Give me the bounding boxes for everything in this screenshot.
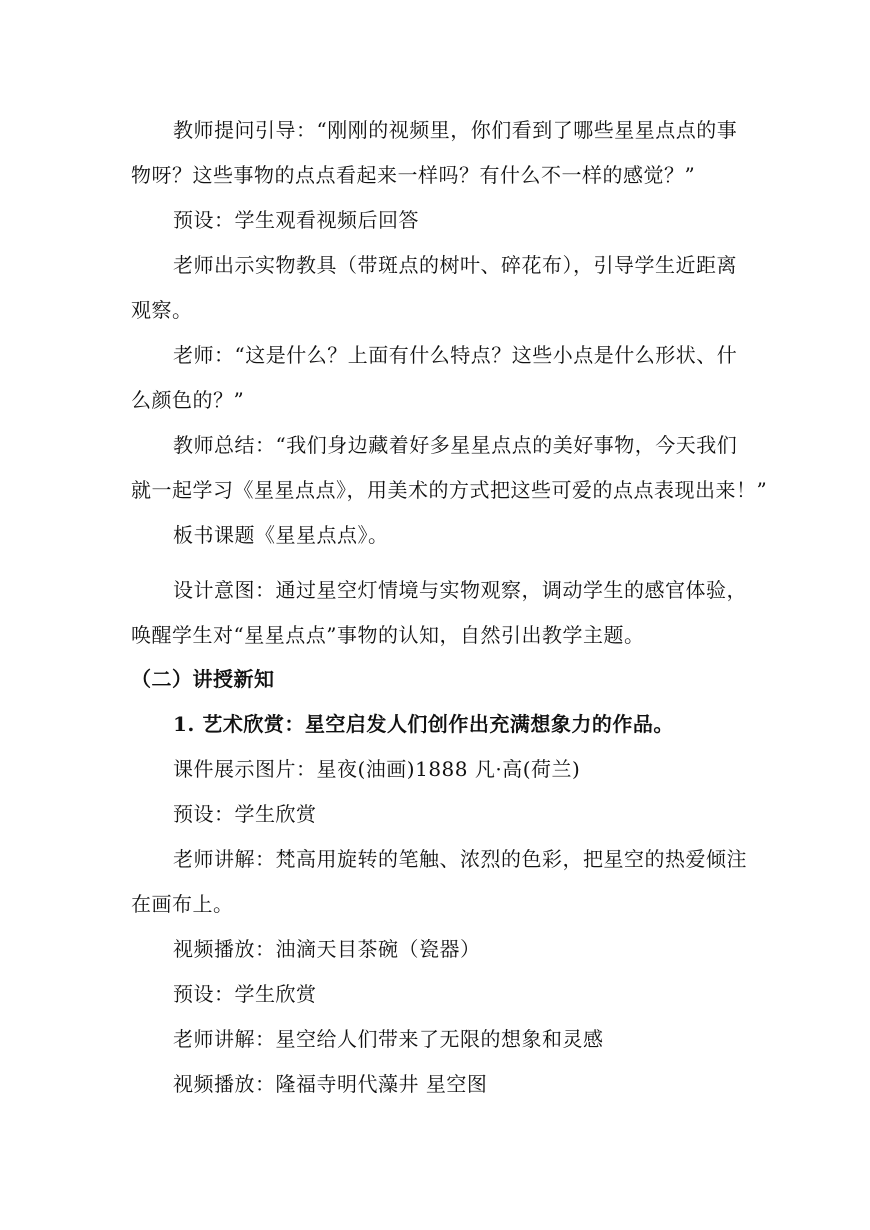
subheading-art-appreciation: 1. 艺术欣赏：星空启发人们创作出充满想象力的作品。	[173, 712, 674, 736]
paragraph-video-1: 视频播放：油滴天目茶碗（瓷器）	[173, 937, 481, 961]
paragraph-summary-line2: 就一起学习《星星点点》，用美术的方式把这些可爱的点点表现出来！”	[131, 478, 768, 502]
paragraph-design-line1: 设计意图：通过星空灯情境与实物观察，调动学生的感官体验，	[173, 578, 747, 602]
paragraph-board-title: 板书课题《星星点点》。	[173, 523, 389, 547]
paragraph-preset-2: 预设：学生欣赏	[173, 802, 317, 826]
paragraph-explain-line2: 在画布上。	[131, 892, 234, 916]
paragraph-explain-line1: 老师讲解：梵高用旋转的笔触、浓烈的色彩，把星空的热爱倾注	[173, 847, 747, 871]
paragraph-summary-line1: 教师总结：“我们身边藏着好多星星点点的美好事物，今天我们	[173, 433, 738, 457]
paragraph-props-line1: 老师出示实物教具（带斑点的树叶、碎花布），引导学生近距离	[173, 253, 737, 277]
paragraph-props-line2: 观察。	[131, 298, 193, 322]
paragraph-preset-1: 预设：学生观看视频后回答	[173, 208, 419, 232]
paragraph-video-2: 视频播放：隆福寺明代藻井 星空图	[173, 1072, 488, 1096]
paragraph-question-line1: 教师提问引导：“刚刚的视频里，你们看到了哪些星星点点的事	[173, 118, 738, 142]
section-heading: （二）讲授新知	[131, 667, 275, 691]
paragraph-preset-3: 预设：学生欣赏	[173, 982, 317, 1006]
paragraph-design-line2: 唤醒学生对“星星点点”事物的认知，自然引出教学主题。	[131, 623, 645, 647]
paragraph-teacher-line1: 老师：“这是什么？上面有什么特点？这些小点是什么形状、什	[173, 343, 738, 367]
paragraph-teacher-line2: 么颜色的？”	[131, 388, 245, 412]
paragraph-question-line2: 物呀？这些事物的点点看起来一样吗？有什么不一样的感觉？”	[131, 163, 696, 187]
paragraph-courseware: 课件展示图片：星夜(油画)1888 凡·高(荷兰)	[173, 757, 581, 781]
paragraph-explain-2: 老师讲解：星空给人们带来了无限的想象和灵感	[173, 1027, 604, 1051]
